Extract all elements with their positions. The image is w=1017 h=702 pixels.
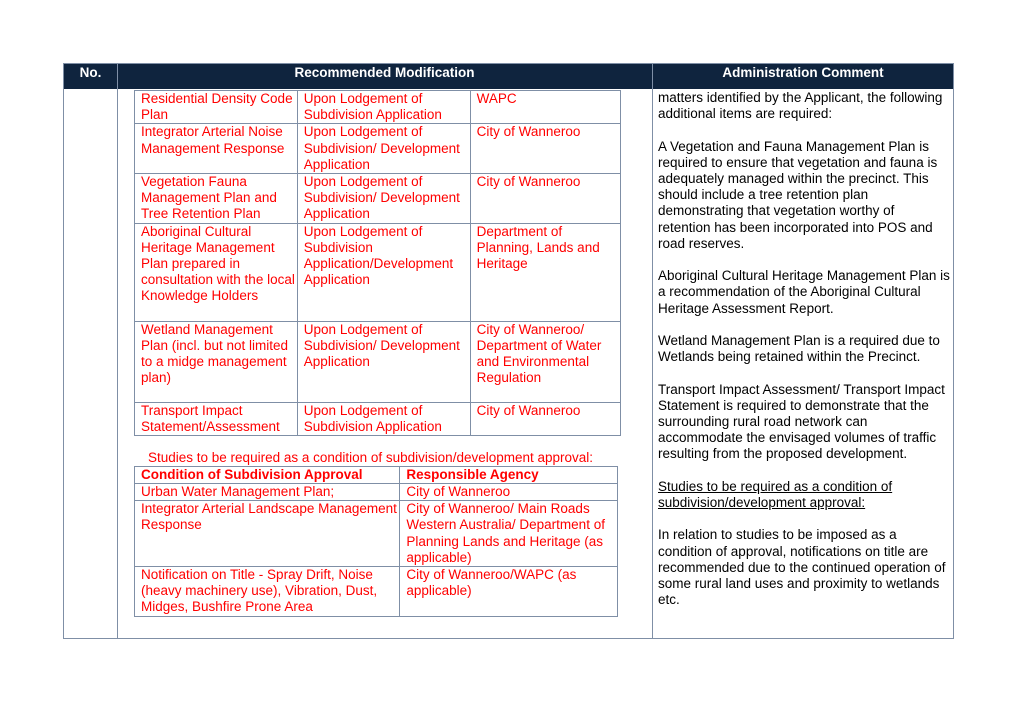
study-name: Residential Density Code Plan xyxy=(135,91,298,124)
table-row xyxy=(135,567,618,617)
condition-agency: City of Wanneroo/WAPC (as applicable) xyxy=(400,567,618,617)
comment-paragraph: Wetland Management Plan is a required due to Wetlands being retained within the Precinct. xyxy=(658,333,940,365)
header-administration-comment: Administration Comment xyxy=(722,65,884,80)
condition-name: Integrator Arterial Landscape Management Response xyxy=(135,501,400,567)
studies-table xyxy=(134,90,621,436)
table-row xyxy=(135,124,621,174)
table-row xyxy=(135,484,618,501)
study-agency: WAPC xyxy=(470,91,620,124)
study-agency: City of Wanneroo xyxy=(470,124,620,174)
table-row xyxy=(135,174,621,224)
condition-name: Notification on Title - Spray Drift, Noise (heavy machinery use), Vibration, Dust, Midges, Bushfire Prone Area xyxy=(135,567,400,617)
study-timing: Upon Lodgement of Subdivision/ Development Application xyxy=(297,321,470,402)
column-divider xyxy=(652,64,653,638)
study-agency: City of Wanneroo xyxy=(470,402,620,435)
study-name: Vegetation Fauna Management Plan and Tree Retention Plan xyxy=(135,174,298,224)
study-agency: Department of Planning, Lands and Heritage xyxy=(470,223,620,321)
study-timing: Upon Lodgement of Subdivision/ Development Application xyxy=(297,174,470,224)
study-agency: City of Wanneroo/ Department of Water and Environmental Regulation xyxy=(470,321,620,402)
condition-agency: City of Wanneroo xyxy=(400,484,618,501)
comment-subheading: Studies to be required as a condition of subdivision/development approval: xyxy=(658,478,893,510)
table-row xyxy=(135,321,621,402)
comment-paragraph: matters identified by the Applicant, the following additional items are required: xyxy=(658,90,943,122)
header-recommended-modification: Recommended Modification xyxy=(294,65,475,80)
table-row xyxy=(135,91,621,124)
study-name: Wetland Management Plan (incl. but not limited to a midge management plan) xyxy=(135,321,298,402)
comment-paragraph: Transport Impact Assessment/ Transport Impact Statement is required to demonstrate that the surrounding rural road network can accommodate the envisaged volumes of traffic resulting from the proposed development. xyxy=(658,381,945,462)
administration-comment xyxy=(658,90,950,625)
conditions-heading: Studies to be required as a condition of subdivision/development approval: xyxy=(148,450,594,465)
table-header-row xyxy=(135,467,618,484)
table-row xyxy=(135,402,621,435)
column-header-condition: Condition of Subdivision Approval xyxy=(135,467,400,484)
column-header-agency: Responsible Agency xyxy=(400,467,618,484)
study-timing: Upon Lodgement of Subdivision Application xyxy=(297,91,470,124)
header-no: No. xyxy=(79,65,102,80)
comment-paragraph: In relation to studies to be imposed as a condition of approval, notifications on title are recommended due to the continued operation of some rural land uses and proximity to wetlands etc. xyxy=(658,527,946,608)
study-name: Transport Impact Statement/Assessment xyxy=(135,402,298,435)
condition-agency: City of Wanneroo/ Main Roads Western Australia/ Department of Planning Lands and Heritage (as applicable) xyxy=(400,501,618,567)
study-name: Aboriginal Cultural Heritage Management Plan prepared in consultation with the local Knowledge Holders xyxy=(135,223,298,321)
study-timing: Upon Lodgement of Subdivision Application xyxy=(297,402,470,435)
table-header xyxy=(64,64,953,89)
table-row xyxy=(135,223,621,321)
comment-paragraph: A Vegetation and Fauna Management Plan is required to ensure that vegetation and fauna is adequately managed within the precinct. This should include a tree retention plan demonstrating that vegetation worthy of retention has been incorporated into POS and road reserves. xyxy=(658,138,938,251)
conditions-table xyxy=(134,466,618,617)
study-agency: City of Wanneroo xyxy=(470,174,620,224)
comment-paragraph: Aboriginal Cultural Heritage Management Plan is a recommendation of the Aboriginal Cultural Heritage Assessment Report. xyxy=(658,268,950,316)
condition-name: Urban Water Management Plan; xyxy=(135,484,400,501)
study-name: Integrator Arterial Noise Management Response xyxy=(135,124,298,174)
study-timing: Upon Lodgement of Subdivision Application/Development Application xyxy=(297,223,470,321)
column-divider xyxy=(117,64,118,638)
table-row xyxy=(135,501,618,567)
study-timing: Upon Lodgement of Subdivision/ Development Application xyxy=(297,124,470,174)
